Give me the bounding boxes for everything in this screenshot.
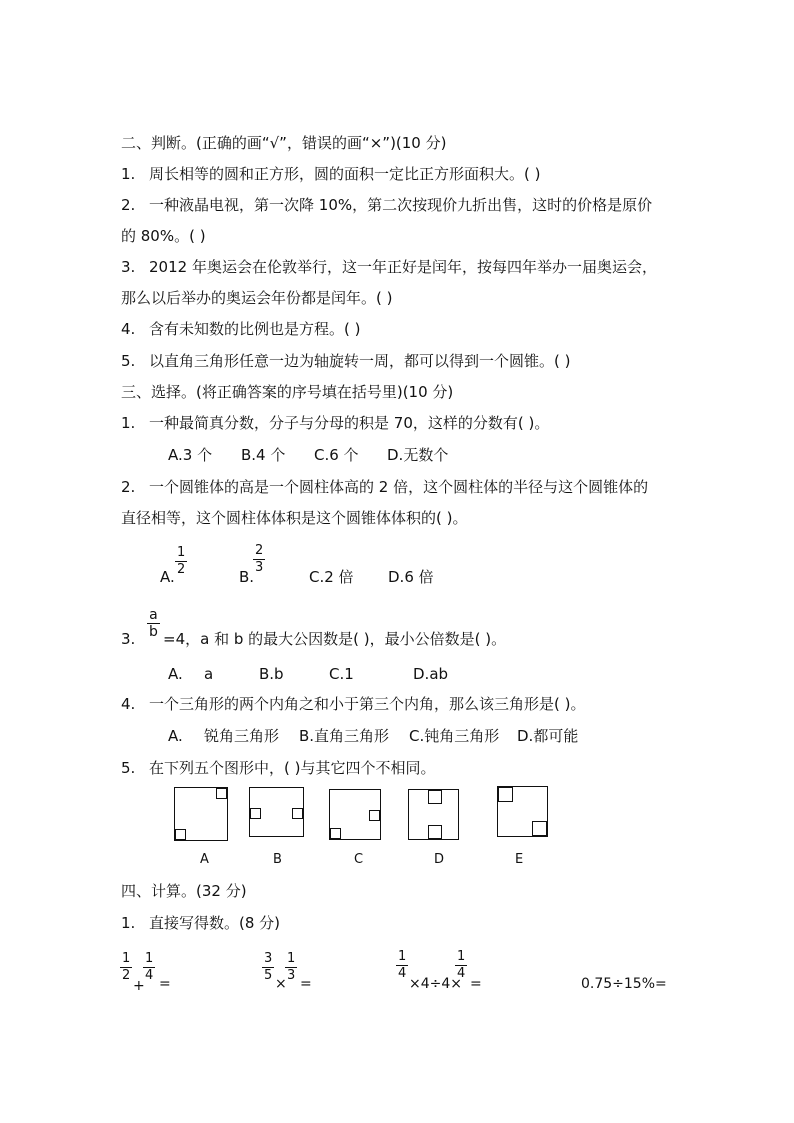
- expr3-middle: ×4÷4×: [409, 976, 463, 992]
- q2-fraction-b: [253, 544, 265, 575]
- calc-q1: [121, 913, 280, 933]
- expr2-fraction-2: [285, 952, 297, 983]
- q3-option-b: B.b: [259, 665, 284, 683]
- q2-option-c: C.2 倍: [309, 568, 354, 586]
- judge-item-3-cont: 那么以后举办的奥运会年份都是闰年。( ): [121, 289, 393, 307]
- choice-q1: [121, 413, 549, 433]
- q3-option-a-value: a: [204, 665, 214, 683]
- denominator: 3: [287, 968, 296, 983]
- denominator: 5: [264, 968, 273, 983]
- small-square: [369, 810, 380, 821]
- item-text: 一种液晶电视，第一次降 10%，第二次按现价九折出售，这时的价格是原价: [149, 196, 653, 214]
- q4-option-a-value: 锐角三角形: [204, 727, 280, 745]
- judge-item-1: [121, 164, 540, 184]
- item-text: 一个三角形的两个内角之和小于第三个内角，那么该三角形是( )。: [149, 695, 586, 713]
- item-number: 2.: [121, 478, 136, 496]
- q1-option-a: A.3 个: [168, 446, 213, 464]
- item-number: 2.: [121, 196, 136, 214]
- numerator: 1: [287, 951, 296, 966]
- expr1-equals: =: [159, 976, 171, 992]
- denominator: 2: [177, 562, 186, 577]
- expr3-fraction-1: [396, 950, 408, 981]
- q2-option-a: A.: [160, 568, 175, 586]
- section2-heading: 二、判断。(正确的画“√”，错误的画“×”)(10 分): [121, 134, 447, 152]
- choice-q5: [121, 758, 435, 778]
- denominator: 4: [398, 966, 407, 981]
- judge-item-3: [121, 257, 657, 277]
- figure-a-label: A: [200, 852, 209, 867]
- item-number: 1.: [121, 914, 136, 932]
- denominator: b: [149, 624, 158, 640]
- judge-item-4: [121, 319, 360, 339]
- item-number: 5.: [121, 759, 136, 777]
- expr4: 0.75÷15%=: [581, 976, 667, 992]
- q1-option-d: D.无数个: [387, 446, 449, 464]
- q3-option-d: D.ab: [413, 665, 449, 683]
- choice-q2: [121, 477, 648, 497]
- denominator: 3: [255, 560, 264, 575]
- q1-option-b: B.4 个: [241, 446, 286, 464]
- numerator: 1: [398, 949, 407, 964]
- small-square: [428, 790, 442, 804]
- expr3-fraction-2: [455, 950, 467, 981]
- numerator: 1: [145, 951, 154, 966]
- small-square: [532, 821, 547, 836]
- small-square: [216, 788, 227, 799]
- q1-option-c: C.6 个: [314, 446, 359, 464]
- figure-c: [329, 789, 381, 840]
- q2-option-b: B.: [239, 568, 255, 586]
- q4-option-b: B.直角三角形: [299, 727, 390, 745]
- figure-d: [408, 789, 459, 840]
- item-number: 4.: [121, 320, 136, 338]
- expr2-fraction-1: [262, 952, 274, 983]
- choice-q4: [121, 694, 585, 714]
- item-text: 以直角三角形任意一边为轴旋转一周，都可以得到一个圆锥。( ): [149, 352, 571, 370]
- numerator: 1: [177, 545, 186, 560]
- item-number: 1.: [121, 165, 136, 183]
- figure-b: [249, 787, 304, 837]
- numerator: 2: [255, 543, 264, 558]
- expr1-fraction-2: [143, 952, 155, 983]
- item-text: 在下列五个图形中，( )与其它四个不相同。: [149, 759, 436, 777]
- numerator: a: [149, 607, 158, 623]
- q3-option-a: A.: [168, 665, 183, 683]
- item-text: 一个圆锥体的高是一个圆柱体高的 2 倍，这个圆柱体的半径与这个圆锥体的: [149, 478, 649, 496]
- q4-option-d: D.都可能: [517, 727, 579, 745]
- small-square: [175, 829, 186, 840]
- q3-option-c: C.1: [329, 665, 354, 683]
- small-square: [292, 808, 303, 819]
- small-square: [330, 828, 341, 839]
- numerator: 1: [122, 951, 131, 966]
- item-number: 4.: [121, 695, 136, 713]
- denominator: 2: [122, 968, 131, 983]
- section4-heading: 四、计算。(32 分): [121, 882, 247, 900]
- item-text: 周长相等的圆和正方形，圆的面积一定比正方形面积大。( ): [149, 165, 541, 183]
- figure-a: [174, 787, 228, 841]
- small-square: [250, 808, 261, 819]
- q4-option-a: A.: [168, 727, 183, 745]
- judge-item-2: [121, 195, 652, 215]
- q3-fraction: [147, 608, 160, 639]
- expr1-fraction-1: [120, 952, 132, 983]
- item-text: 直接写得数。(8 分): [149, 914, 281, 932]
- item-text: 一种最简真分数，分子与分母的积是 70，这样的分数有( )。: [149, 414, 550, 432]
- figure-e-label: E: [515, 852, 524, 867]
- small-square: [498, 787, 513, 802]
- item-text: 含有未知数的比例也是方程。( ): [149, 320, 361, 338]
- choice-q2-cont: 直径相等，这个圆柱体体积是这个圆锥体体积的( )。: [121, 509, 468, 527]
- choice-q3-number: 3.: [121, 630, 136, 648]
- expr2-operator: ×: [275, 976, 287, 992]
- numerator: 1: [457, 949, 466, 964]
- item-number: 5.: [121, 352, 136, 370]
- figure-d-label: D: [434, 852, 445, 867]
- choice-q3-text: =4，a 和 b 的最大公因数是( )，最小公倍数是( )。: [163, 630, 507, 648]
- expr1-operator: +: [133, 978, 145, 994]
- expr3-equals: =: [470, 976, 482, 992]
- q2-option-d: D.6 倍: [388, 568, 434, 586]
- figure-c-label: C: [354, 852, 364, 867]
- denominator: 4: [457, 966, 466, 981]
- judge-item-2-cont: 的 80%。( ): [121, 227, 206, 245]
- judge-item-5: [121, 351, 570, 371]
- small-square: [428, 825, 442, 839]
- item-number: 3.: [121, 258, 136, 276]
- q2-fraction-a: [175, 546, 187, 577]
- q4-option-c: C.钝角三角形: [409, 727, 500, 745]
- expr2-equals: =: [300, 976, 312, 992]
- figure-e: [497, 786, 548, 837]
- item-number: 1.: [121, 414, 136, 432]
- denominator: 4: [145, 968, 154, 983]
- section3-heading: 三、选择。(将正确答案的序号填在括号里)(10 分): [121, 383, 454, 401]
- item-text: 2012 年奥运会在伦敦举行，这一年正好是闰年，按每四年举办一届奥运会，: [149, 258, 657, 276]
- numerator: 3: [264, 951, 273, 966]
- figure-b-label: B: [273, 852, 282, 867]
